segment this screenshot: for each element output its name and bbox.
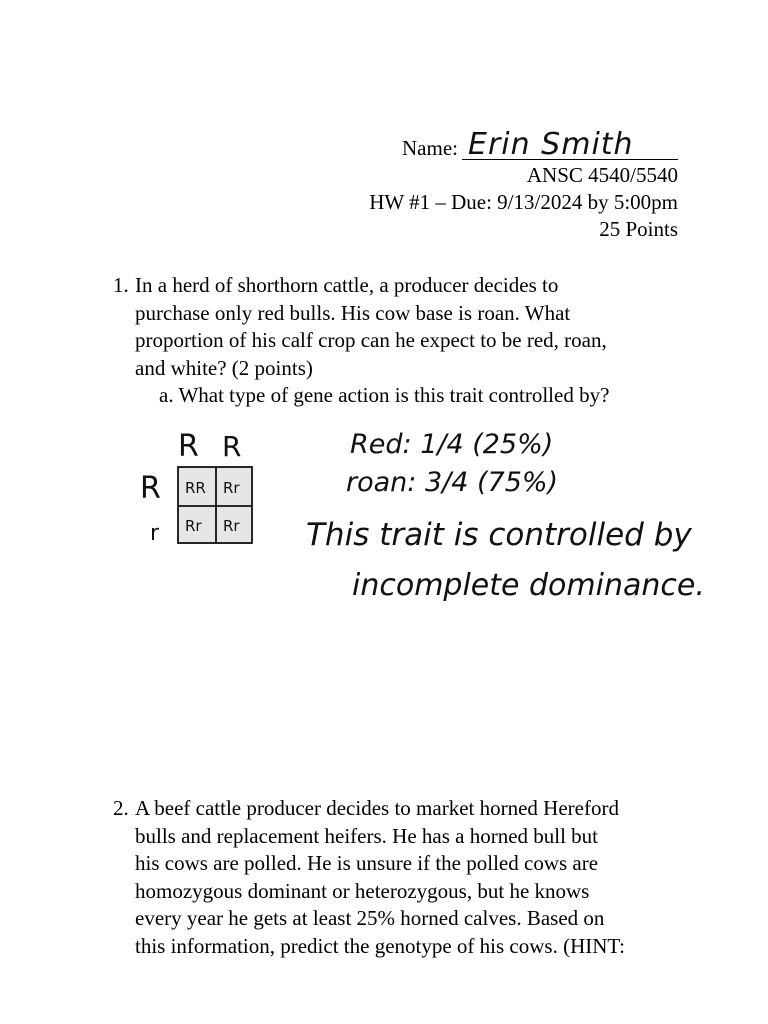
punnett-cell: Rr (185, 517, 202, 535)
punnett-cell: Rr (223, 517, 240, 535)
question-2-line: homozygous dominant or heterozygous, but he knows (135, 878, 590, 903)
assignment-due: HW #1 – Due: 9/13/2024 by 5:00pm (369, 190, 678, 214)
question-1-line: In a herd of shorthorn cattle, a producer decides to (135, 273, 559, 297)
question-2-line: this information, predict the genotype of his cows. (HINT: (135, 933, 626, 958)
gene-action-statement: This trait is controlled by (306, 517, 692, 553)
punnett-top-allele: R (222, 430, 242, 463)
handwritten-answer (300, 415, 705, 615)
punnett-cell: RR (185, 479, 206, 497)
red-ratio: Red: 1/4 (25%) (350, 429, 554, 460)
punnett-square (130, 418, 270, 553)
punnett-cell: Rr (223, 479, 240, 497)
total-points: 25 Points (599, 217, 678, 241)
question-1a: a. What type of gene action is this trait controlled by? (159, 383, 610, 407)
question-1-line: purchase only red bulls. His cow base is roan. What (135, 300, 571, 325)
question-1-line: proportion of his calf crop can he expect to be red, roan, (135, 328, 607, 352)
name-field (402, 127, 678, 162)
gene-action-answer: incomplete dominance. (352, 568, 705, 603)
punnett-side-allele: R (140, 471, 161, 506)
roan-ratio: roan: 3/4 (75%) (346, 467, 559, 498)
question-2-line: A beef cattle producer decides to market horned Hereford (135, 796, 619, 820)
question-2-line: bulls and replacement heifers. He has a horned bull but (135, 823, 599, 848)
question-2-line: his cows are polled. He is unsure if the polled cows are (135, 851, 599, 875)
question-1-line: and white? (2 points) (135, 355, 313, 380)
course-code: ANSC 4540/5540 (526, 163, 678, 187)
question-2-line: every year he gets at least 25% horned calves. Based on (135, 906, 605, 930)
name-label: Name: (402, 136, 458, 160)
question-1-number: 1. (113, 273, 129, 297)
punnett-side-allele: r (150, 521, 160, 546)
svg-text:Erin Smith: Erin Smith (468, 127, 634, 162)
punnett-top-allele: R (178, 429, 199, 464)
question-2-number: 2. (113, 796, 129, 820)
student-name-handwriting (464, 124, 634, 162)
